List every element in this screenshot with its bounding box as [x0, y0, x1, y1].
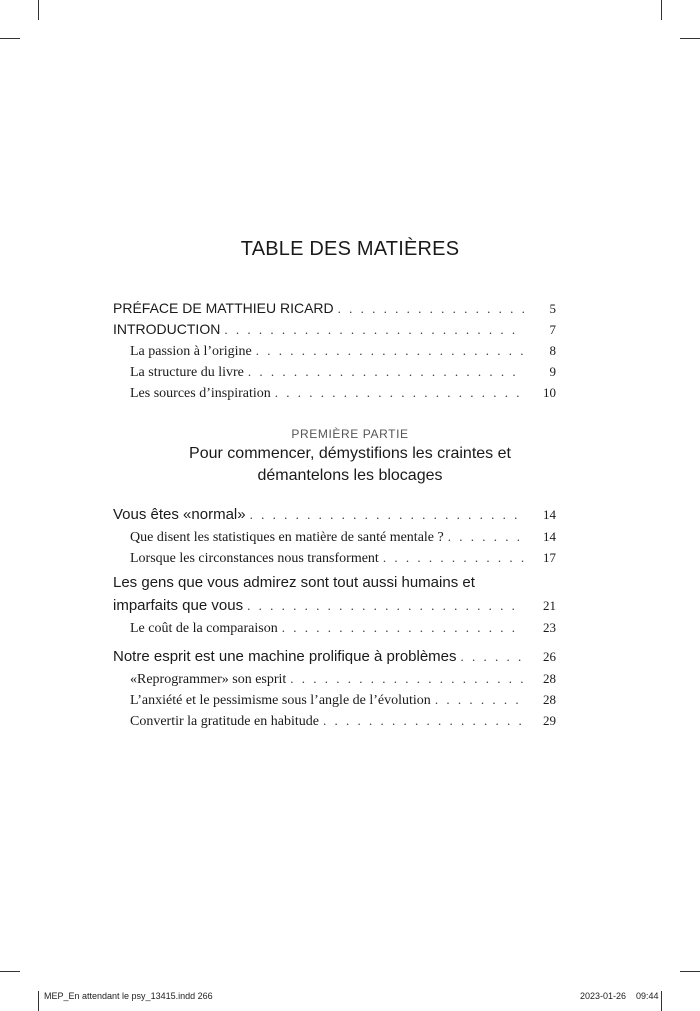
dot-leader [448, 526, 524, 547]
toc-entry-label: Les sources d’inspiration [130, 386, 271, 401]
part-title [150, 443, 550, 487]
toc-subentry[interactable] [113, 689, 556, 710]
toc-entry-label: L’anxiété et le pessimisme sous l’angle de l’évolution [130, 693, 431, 708]
toc-entry-page: 29 [543, 713, 556, 728]
toc-entry-page: 28 [543, 671, 556, 686]
toc-entry-page: 7 [549, 322, 556, 337]
toc-subentry[interactable] [113, 361, 556, 382]
toc-entry-label: La structure du livre [130, 365, 244, 380]
slug-time: 09:44 [636, 991, 659, 1001]
dot-leader [282, 617, 524, 638]
toc-entry[interactable] [113, 319, 556, 340]
toc-entry-page: 14 [543, 529, 556, 544]
toc-entry-page: 14 [543, 507, 556, 522]
dot-leader [338, 298, 524, 319]
part-label: PREMIÈRE PARTIE [291, 427, 409, 441]
toc-chapter-entry[interactable] [113, 594, 556, 617]
toc-chapter-entry[interactable] [113, 645, 556, 668]
crop-mark [680, 971, 700, 972]
dot-leader [290, 668, 524, 689]
crop-mark [0, 38, 20, 39]
toc-chapter-title-line[interactable]: Les gens que vous admirez sont tout aussi humains et [113, 574, 475, 591]
toc-entry-page: 26 [543, 649, 556, 664]
toc-entry-page: 10 [543, 385, 556, 400]
slug-filename: MEP_En attendant le psy_13415.indd 266 [44, 991, 213, 1001]
toc-subentry[interactable] [113, 526, 556, 547]
dot-leader [248, 361, 524, 382]
toc-subentry[interactable] [113, 547, 556, 568]
dot-leader [247, 594, 524, 617]
dot-leader [323, 710, 524, 731]
slug-date: 2023-01-26 [580, 991, 627, 1001]
toc-subentry[interactable] [113, 340, 556, 361]
toc-entry-page: 21 [543, 598, 556, 613]
toc-chapter-title: Notre esprit est une machine prolifique à problèmes [113, 648, 457, 665]
toc-entry-label: Le coût de la comparaison [130, 621, 278, 636]
toc-entry-label: Lorsque les circonstances nous transforment [130, 551, 379, 566]
toc-subentry[interactable] [113, 617, 556, 638]
part-title-line: Pour commencer, démystifions les craintes et [189, 445, 511, 462]
toc-chapter [113, 503, 556, 568]
crop-mark [38, 991, 39, 1011]
toc-entry-label: «Reprogrammer» son esprit [130, 672, 287, 687]
toc-front-matter [113, 298, 556, 403]
toc-chapter-title: imparfaits que vous [113, 597, 244, 614]
toc-chapter-entry[interactable] [113, 503, 556, 526]
dot-leader [224, 319, 524, 340]
toc-entry-page: 28 [543, 692, 556, 707]
toc-entry-page: 17 [543, 550, 556, 565]
toc-entry-page: 23 [543, 620, 556, 635]
toc-entry-page: 5 [549, 301, 556, 316]
crop-mark [0, 971, 20, 972]
toc-entry-page: 9 [549, 364, 556, 379]
toc-entry[interactable] [113, 298, 556, 319]
toc-entry-label: INTRODUCTION [113, 321, 221, 337]
dot-leader [250, 503, 524, 526]
toc-subentry[interactable] [113, 668, 556, 689]
toc-subentry[interactable] [113, 710, 556, 731]
crop-mark [661, 0, 662, 20]
crop-mark [38, 0, 39, 20]
toc-entry-page: 8 [549, 343, 556, 358]
dot-leader [256, 340, 524, 361]
toc-chapter-title: Vous êtes «normal» [113, 506, 246, 523]
toc-entry-label: Convertir la gratitude en habitude [130, 714, 319, 729]
toc-chapter [113, 645, 556, 731]
dot-leader [275, 382, 524, 403]
dot-leader [435, 689, 524, 710]
crop-mark [680, 38, 700, 39]
dot-leader [461, 645, 524, 668]
part-title-line: démantelons les blocages [257, 467, 443, 484]
dot-leader [383, 547, 524, 568]
toc-subentry[interactable] [113, 382, 556, 403]
toc-chapter [113, 572, 556, 638]
crop-mark [661, 991, 662, 1011]
toc-entry-label: PRÉFACE DE MATTHIEU RICARD [113, 300, 334, 316]
page-title: TABLE DES MATIÈRES [240, 238, 460, 260]
toc-entry-label: Que disent les statistiques en matière de santé mentale ? [130, 530, 444, 545]
toc-entry-label: La passion à l’origine [130, 344, 252, 359]
